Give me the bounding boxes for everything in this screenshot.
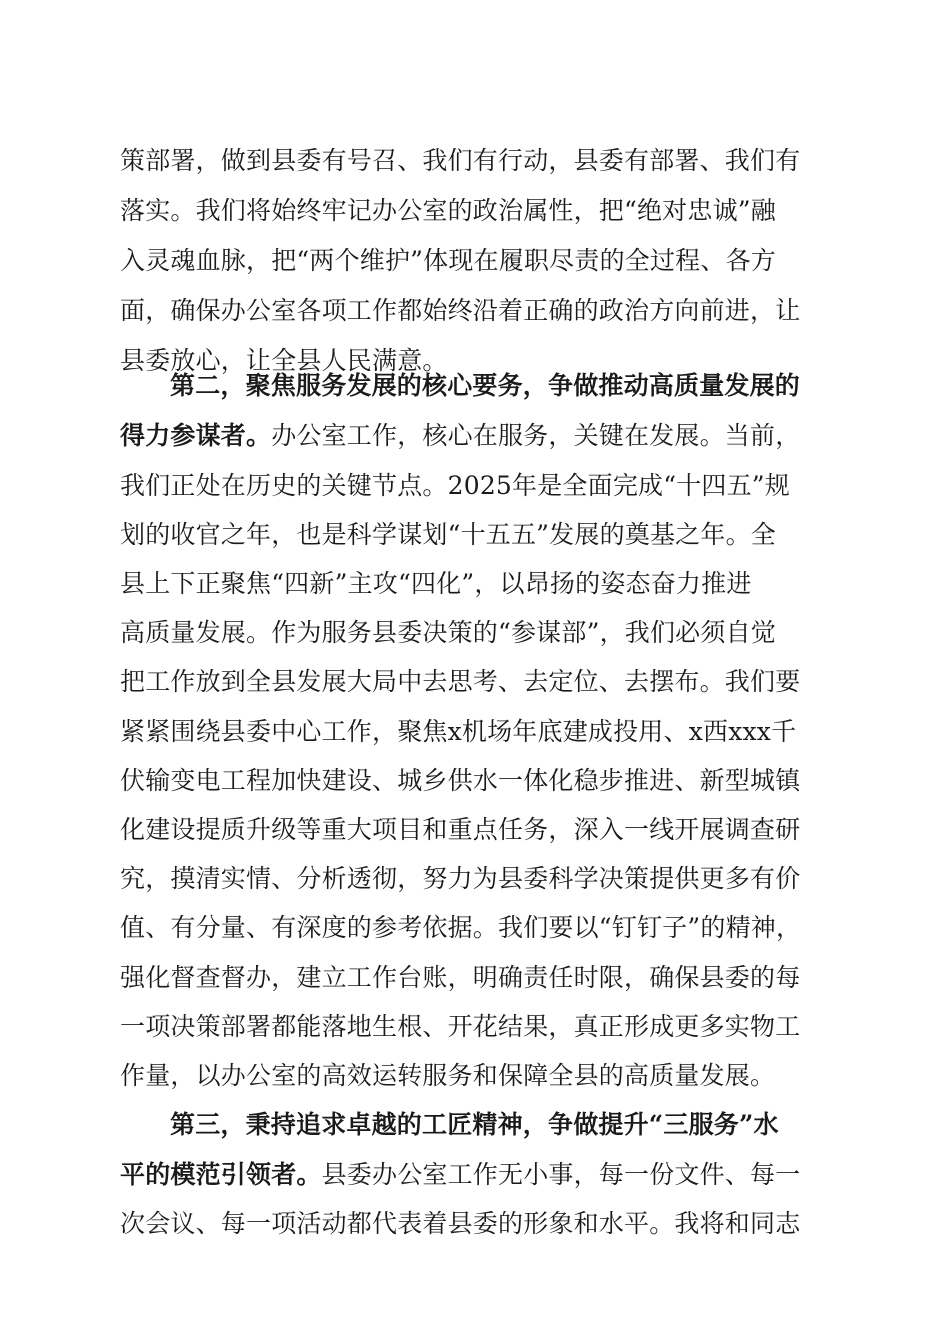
paragraph-text: 办公室工作，核心在服务，关键在发展。当前，: [271, 421, 801, 450]
paragraph-line: 县委放心，让全县人民满意。: [120, 346, 448, 375]
paragraph-line: 县上下正聚焦“四新”主攻“四化”，以昂扬的姿态奋力推进: [120, 569, 752, 598]
paragraph-line: [120, 421, 800, 451]
paragraph-line: 紧紧围绕县委中心工作，聚焦x机场年底建成投用、x西xxx千: [120, 717, 797, 746]
paragraph-line: 究，摸清实情、分析透彻，努力为县委科学决策提供更多有价: [120, 864, 801, 893]
paragraph-line: 我们正处在历史的关键节点。2025年是全面完成“十四五”规: [120, 471, 790, 500]
paragraph-line: 作量，以办公室的高效运转服务和保障全县的高质量发展。: [120, 1061, 776, 1090]
paragraph-line: 策部署，做到县委有号召、我们有行动，县委有部署、我们有: [120, 146, 801, 175]
section-heading: 平的模范引领者。: [120, 1160, 322, 1189]
section-heading: 第三，秉持追求卓越的工匠精神，争做提升“三服务”水: [170, 1110, 779, 1139]
paragraph-line: 划的收官之年，也是科学谋划“十五五”发展的奠基之年。全: [120, 520, 776, 549]
paragraph-line: 化建设提质升级等重大项目和重点任务，深入一线开展调查研: [120, 815, 801, 844]
paragraph-line: 面，确保办公室各项工作都始终沿着正确的政治方向前进，让: [120, 296, 801, 325]
paragraph-line: 高质量发展。作为服务县委决策的“参谋部”，我们必须自觉: [120, 618, 776, 647]
paragraph-line: 次会议、每一项活动都代表着县委的形象和水平。我将和同志: [120, 1209, 801, 1238]
section-heading: 得力参谋者。: [120, 421, 272, 450]
paragraph-line: 值、有分量、有深度的参考依据。我们要以“钉钉子”的精神，: [120, 913, 802, 942]
paragraph-text: 县委办公室工作无小事，每一份文件、每一: [321, 1160, 801, 1189]
paragraph-line: [120, 1160, 800, 1190]
section-heading: 第二，聚焦服务发展的核心要务，争做推动高质量发展的: [170, 371, 801, 400]
paragraph-line: 落实。我们将始终牢记办公室的政治属性，把“绝对忠诚”融: [120, 196, 776, 225]
paragraph-line: 入灵魂血脉，把“两个维护”体现在履职尽责的全过程、各方: [120, 246, 776, 275]
paragraph-line: 伏输变电工程加快建设、城乡供水一体化稳步推进、新型城镇: [120, 766, 801, 795]
paragraph-line: 把工作放到全县发展大局中去思考、去定位、去摆布。我们要: [120, 667, 801, 696]
paragraph-line: 一项决策部署都能落地生根、开花结果，真正形成更多实物工: [120, 1012, 801, 1041]
paragraph-line: 强化督查督办，建立工作台账，明确责任时限，确保县委的每: [120, 963, 801, 992]
